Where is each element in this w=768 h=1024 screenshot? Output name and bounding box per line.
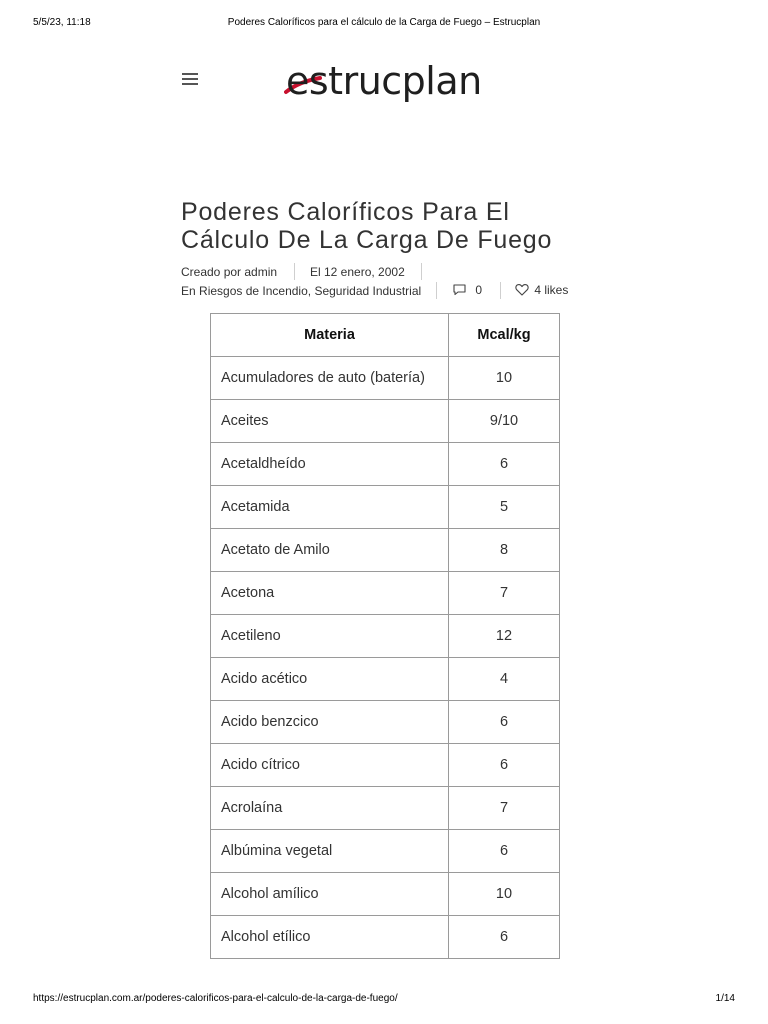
cell-mcal-kg: 9/10 (449, 400, 560, 443)
likes-count: 4 likes (534, 283, 569, 297)
menu-bar (182, 78, 198, 80)
cell-mcal-kg: 8 (449, 529, 560, 572)
table-row (211, 443, 560, 486)
like-button[interactable] (515, 283, 568, 297)
cell-materia: Acetato de Amilo (211, 529, 449, 572)
table-header-row (211, 314, 560, 357)
table-row (211, 486, 560, 529)
cell-materia: Acetileno (211, 615, 449, 658)
cell-mcal-kg: 10 (449, 357, 560, 400)
logo-wordmark: estrucplan (286, 59, 482, 103)
cell-materia: Acetaldheído (211, 443, 449, 486)
cell-materia: Acido benzcico (211, 701, 449, 744)
publish-date: El 12 enero, 2002 (310, 265, 405, 279)
author-byline[interactable]: Creado por admin (181, 265, 278, 279)
calorific-values-table (210, 313, 560, 959)
cell-materia: Alcohol etílico (211, 916, 449, 959)
column-header-mcal-kg: Mcal/kg (449, 314, 560, 357)
table-body (211, 357, 560, 959)
cell-mcal-kg: 10 (449, 873, 560, 916)
print-url: https://estrucplan.com.ar/poderes-calorificos-para-el-calculo-de-la-carga-de-fuego/ (33, 993, 398, 1004)
category-link[interactable]: Seguridad Industrial (314, 284, 422, 298)
category-list: En Riesgos de Incendio, Seguridad Industrial (181, 284, 422, 298)
cell-mcal-kg: 5 (449, 486, 560, 529)
cell-mcal-kg: 6 (449, 701, 560, 744)
divider (436, 282, 437, 299)
table-row (211, 744, 560, 787)
menu-bar (182, 83, 198, 85)
comments-link[interactable] (452, 283, 482, 297)
page-title: Poderes Caloríficos Para El Cálculo De La Carga De Fuego (181, 198, 553, 254)
print-header (33, 17, 735, 31)
cell-materia: Acido acético (211, 658, 449, 701)
category-link[interactable]: Riesgos de Incendio (199, 284, 308, 298)
divider (294, 263, 295, 280)
cell-mcal-kg: 7 (449, 787, 560, 830)
cell-mcal-kg: 6 (449, 443, 560, 486)
cell-mcal-kg: 6 (449, 916, 560, 959)
comment-icon (452, 283, 467, 296)
table-row (211, 701, 560, 744)
column-header-materia: Materia (211, 314, 449, 357)
comments-count: 0 (475, 283, 483, 297)
print-datetime: 5/5/23, 11:18 (33, 17, 91, 28)
table-row (211, 615, 560, 658)
print-footer (33, 993, 735, 1007)
table-row (211, 830, 560, 873)
cell-mcal-kg: 12 (449, 615, 560, 658)
cell-mcal-kg: 4 (449, 658, 560, 701)
cell-materia: Acrolaína (211, 787, 449, 830)
cell-materia: Acido cítrico (211, 744, 449, 787)
category-prefix: En (181, 284, 196, 298)
cell-materia: Acetona (211, 572, 449, 615)
menu-bar (182, 73, 198, 75)
site-logo[interactable] (284, 54, 494, 106)
print-document-title: Poderes Caloríficos para el cálculo de la Carga de Fuego – Estrucplan (227, 17, 541, 28)
table-row (211, 658, 560, 701)
heart-icon (515, 283, 529, 296)
table-row (211, 787, 560, 830)
page-number: 1/14 (715, 993, 735, 1004)
table-row (211, 529, 560, 572)
table-row (211, 873, 560, 916)
table-row (211, 916, 560, 959)
cell-materia: Aceites (211, 400, 449, 443)
divider (500, 282, 501, 299)
table-row (211, 400, 560, 443)
cell-mcal-kg: 6 (449, 830, 560, 873)
cell-materia: Acetamida (211, 486, 449, 529)
cell-mcal-kg: 7 (449, 572, 560, 615)
table-row (211, 357, 560, 400)
cell-materia: Alcohol amílico (211, 873, 449, 916)
cell-materia: Albúmina vegetal (211, 830, 449, 873)
cell-materia: Acumuladores de auto (batería) (211, 357, 449, 400)
divider (421, 263, 422, 280)
hamburger-menu-icon[interactable] (182, 71, 198, 85)
table-row (211, 572, 560, 615)
cell-mcal-kg: 6 (449, 744, 560, 787)
